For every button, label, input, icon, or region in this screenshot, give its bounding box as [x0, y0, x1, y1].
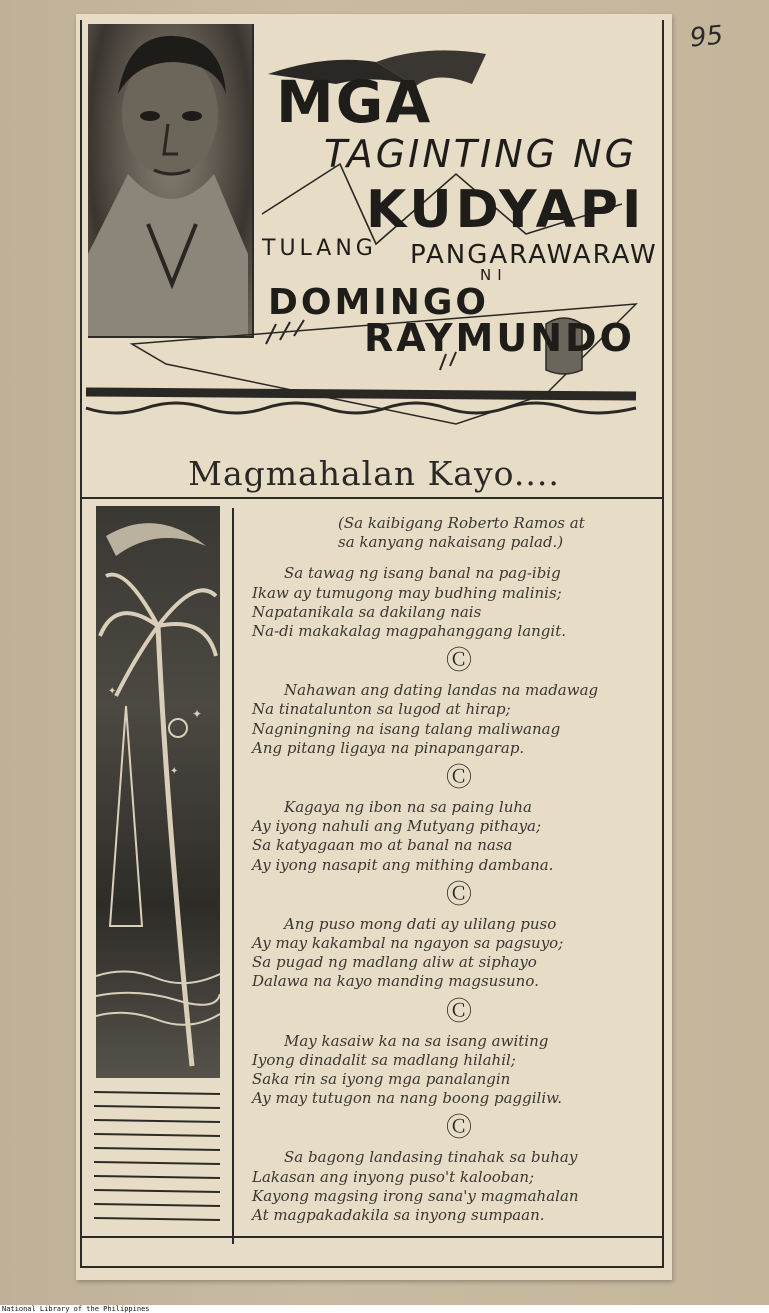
- poem-line: Kagaya ng ibon na sa paing luha: [284, 798, 532, 817]
- stanza-1: [252, 564, 652, 641]
- stanza-ornament-icon: Ⓒ: [445, 763, 472, 794]
- masthead-byline-ni: NI: [480, 266, 508, 284]
- dedication-line: sa kanyang nakaisang palad.): [338, 533, 564, 552]
- poem-line: Sa pugad ng madlang aliw at siphayo: [252, 953, 537, 972]
- poem-line: Ay iyong nahuli ang Mutyang pithaya;: [252, 817, 542, 836]
- palm-tree-illustration: [96, 506, 220, 1078]
- dedication-line: (Sa kaibigang Roberto Ramos at: [338, 514, 585, 532]
- poem-line: Ang puso mong dati ay ulilang puso: [284, 914, 557, 933]
- newspaper-clipping: [76, 14, 672, 1280]
- poem-line: Sa bagong landasing tinahak sa buhay: [284, 1148, 578, 1167]
- poem-line: Ay iyong nasapit ang mithing dambana.: [252, 855, 554, 874]
- author-last-name: RAYMUNDO: [364, 316, 635, 360]
- stanza-4: [252, 915, 652, 992]
- palm-tree-icon: [96, 506, 220, 1078]
- poem-line: Kayong magsing irong sana'y magmahalan: [252, 1186, 579, 1205]
- svg-text:✦: ✦: [108, 686, 117, 697]
- poem-body: [252, 514, 652, 1225]
- poem-line: Sa tawag ng isang banal na pag-ibig: [284, 564, 561, 583]
- poem-line: Napatanikala sa dakilang nais: [252, 602, 482, 621]
- stanza-ornament-icon: Ⓒ: [445, 879, 472, 910]
- poem-line: At magpakadakila sa inyong sumpaan.: [252, 1206, 545, 1225]
- stanza-5: [252, 1032, 652, 1109]
- author-first-name: DOMINGO: [268, 282, 489, 323]
- stanza-3: [252, 798, 652, 875]
- masthead: [76, 14, 672, 434]
- dedication: [252, 514, 652, 552]
- stanza-2: [252, 681, 652, 758]
- poem-line: Ang pitang ligaya na pinapangarap.: [252, 738, 525, 757]
- masthead-title-kudyapi: KUDYAPI: [366, 180, 646, 240]
- stanza-ornament-icon: Ⓒ: [445, 1113, 472, 1144]
- svg-text:✦: ✦: [192, 707, 203, 721]
- svg-text:✦: ✦: [170, 766, 179, 777]
- stanza-ornament-icon: Ⓒ: [445, 996, 472, 1027]
- masthead-subtitle-tulang: TULANG: [262, 236, 377, 261]
- stanza-ornament-icon: Ⓒ: [445, 646, 472, 677]
- poem-line: Dalawa na kayo manding magsusuno.: [252, 972, 539, 991]
- source-credit: National Library of the Philippines: [0, 1305, 769, 1313]
- poem-line: Na tinatalunton sa lugod at hirap;: [252, 700, 511, 719]
- masthead-title-mga: MGA: [276, 68, 433, 136]
- poem-line: Ikaw ay tumugong may budhing malinis;: [252, 583, 562, 602]
- bottom-divider: [80, 1236, 664, 1238]
- title-divider: [80, 497, 664, 499]
- column-divider: [232, 508, 234, 1244]
- poem-line: Saka rin sa iyong mga panalangin: [252, 1070, 511, 1089]
- masthead-title-taginting: TAGINTING NG: [324, 132, 638, 176]
- poem-line: Nagningning na isang talang maliwanag: [252, 719, 561, 738]
- page-number: 95: [688, 20, 725, 54]
- poem-title: Magmahalan Kayo....: [188, 454, 560, 493]
- poem-line: Ay may tutugon na nang boong paggiliw.: [252, 1089, 562, 1108]
- stanza-6: [252, 1148, 652, 1225]
- poem-line: Sa katyagaan mo at banal na nasa: [252, 836, 513, 855]
- poem-line: Iyong dinadalit sa madlang hilahil;: [252, 1050, 516, 1069]
- poem-line: Lakasan ang inyong puso't kalooban;: [252, 1167, 535, 1186]
- woodcut-hatch-lines: [94, 1088, 224, 1240]
- poem-line: May kasaiw ka na sa isang awiting: [284, 1031, 549, 1050]
- masthead-subtitle-pangarawaraw: PANGARAWARAW: [410, 240, 658, 270]
- poem-line: Nahawan ang dating landas na madawag: [284, 681, 599, 700]
- poem-line: Na-di makakalag magpahanggang langit.: [252, 622, 566, 641]
- poem-line: Ay may kakambal na ngayon sa pagsuyo;: [252, 934, 564, 953]
